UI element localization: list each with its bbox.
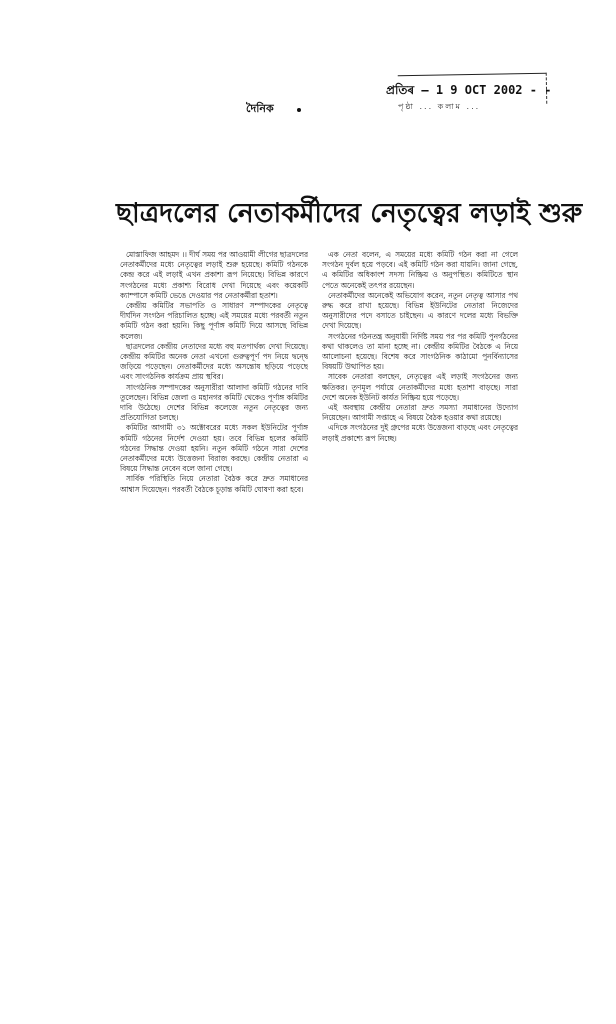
paragraph: সাবেক নেতারা বলছেন, নেতৃত্বের এই লড়াই সংগঠনের জন্য ক্ষতিকর। তৃণমূল পর্যায়ে নেতাকর্মীদের মধ্যে হতাশা বাড়ছে। সারা দেশে অনেক ইউনিট কার্যত নিষ্ক্রিয় হয়ে পড়েছে। <box>322 372 518 402</box>
stamp-page-column: পৃষ্ঠা ... কলাম ... <box>398 102 481 111</box>
paragraph: কেন্দ্রীয় কমিটির সভাপতি ও সাধারণ সম্পাদকের নেতৃত্বে দীর্ঘদিন সংগঠন পরিচালিত হচ্ছে। এই সময়ের মধ্যে পরবর্তী নতুন কমিটি গঠন করা হয়নি। কিছু পূর্ণাঙ্গ কমিটি দিয়ে আসছে বিভিন্ন কলেজ। <box>120 301 308 341</box>
paragraph: এক নেতা বলেন, এ সময়ের মধ্যে কমিটি গঠন করা না গেলে সংগঠন দুর্বল হয়ে পড়বে। এই কমিটি গঠন করা যায়নি। জানা গেছে, এ কমিটির অধিকাংশ সদস্য নিষ্ক্রিয় ও অনুপস্থিত। কমিটিতে স্থান পেতে অনেকেই তৎপর রয়েছেন। <box>322 250 518 290</box>
paragraph: ছাত্রদলের কেন্দ্রীয় নেতাদের মধ্যে বহু মতপার্থক্য দেখা দিয়েছে। কেন্দ্রীয় কমিটির অনেক নেতা এখনো গুরুত্বপূর্ণ পদ নিয়ে দ্বন্দ্বে জড়িয়ে পড়েছেন। নেতাকর্মীদের মধ্যে অসন্তোষ ছড়িয়ে পড়েছে এবং সাংগঠনিক কার্যক্রম প্রায় স্থবির। <box>120 341 308 382</box>
bullet-mark <box>297 108 301 112</box>
paragraph: সার্বিক পরিস্থিতি নিয়ে নেতারা বৈঠক করে দ্রুত সমাধানের আশ্বাস দিয়েছেন। পরবর্তী বৈঠকে চূড়ান্ত কমিটি ঘোষণা করা হবে। <box>120 474 308 494</box>
headline: ছাত্রদলের নেতাকর্মীদের নেতৃত্বের লড়াই শুরু <box>116 198 583 229</box>
paragraph: মোস্তাফিজ আহমদ ।। দীর্ঘ সময় পর আওয়ামী লীগের ছাত্রদলের নেতাকর্মীদের মধ্যে নেতৃত্বের লড়াই শুরু হয়েছে। কমিটি গঠনকে কেন্দ্র করে এই লড়াই এখন প্রকাশ্য রূপ নিয়েছে। বিভিন্ন কারণে সংগঠনের মধ্যে প্রকাশ্য বিরোধ দেখা দিয়েছে এবং কয়েকটি ক্যাম্পাসে কমিটি ভেঙে দেওয়ার পর নেতাকর্মীরা হতাশ। <box>120 250 308 300</box>
paragraph: কমিটির আগামী ৩১ অক্টোবরের মধ্যে সকল ইউনিটের পূর্ণাঙ্গ কমিটি গঠনের নির্দেশ দেওয়া হয়। তবে বিভিন্ন হলের কমিটি গঠনের সিদ্ধান্ত দেওয়া হয়নি। নতুন কমিটি গঠনে সারা দেশের নেতাকর্মীদের মধ্যে উত্তেজনা বিরাজ করছে। কেন্দ্রীয় নেতারা এ বিষয়ে সিদ্ধান্ত নেবেন বলে জানা গেছে। <box>120 423 308 474</box>
paragraph: সাংগঠনিক সম্পাদকের অনুসারীরা আলাদা কমিটি গঠনের দাবি তুলেছেন। বিভিন্ন জেলা ও মহানগর কমিটি থেকেও পূর্ণাঙ্গ কমিটির দাবি উঠেছে। দেশের বিভিন্ন কলেজে নতুন নেতৃত্বের জন্য প্রতিযোগিতা চলছে। <box>120 382 308 423</box>
paragraph: এই অবস্থায় কেন্দ্রীয় নেতারা দ্রুত সমস্যা সমাধানের উদ্যোগ নিয়েছেন। আগামী সপ্তাহে এ বিষয়ে বৈঠক হওয়ার কথা রয়েছে। <box>322 403 518 423</box>
date-stamp: প্রতিৰ — 1 9 OCT 2002 - - <box>386 83 552 97</box>
newspaper-name: দৈনিক <box>246 102 274 115</box>
paragraph: নেতাকর্মীদের অনেকেই অভিযোগ করেন, নতুন নেতৃত্ব আসার পথ রুদ্ধ করে রাখা হয়েছে। বিভিন্ন ইউনিটের নেতারা নিজেদের অনুসারীদের পদে বসাতে চাইছেন। এ কারণে দলের মধ্যে বিভক্তি দেখা দিয়েছে। <box>322 290 518 331</box>
article-column-right <box>322 250 518 582</box>
paragraph: এদিকে সংগঠনের দুই গ্রুপের মধ্যে উত্তেজনা বাড়ছে এবং নেতৃত্বের লড়াই প্রকাশ্যে রূপ নিচ্ছে। <box>322 423 518 443</box>
paragraph: সংগঠনের গঠনতন্ত্র অনুযায়ী নির্দিষ্ট সময় পর পর কমিটি পুনর্গঠনের কথা থাকলেও তা মানা হচ্ছে না। কেন্দ্রীয় কমিটির বৈঠকে এ নিয়ে আলোচনা হয়েছে। বিশেষ করে সাংগঠনিক কাঠামো পুনর্বিন্যাসের বিষয়টি উত্থাপিত হয়। <box>322 331 518 372</box>
article-column-left <box>120 250 308 592</box>
